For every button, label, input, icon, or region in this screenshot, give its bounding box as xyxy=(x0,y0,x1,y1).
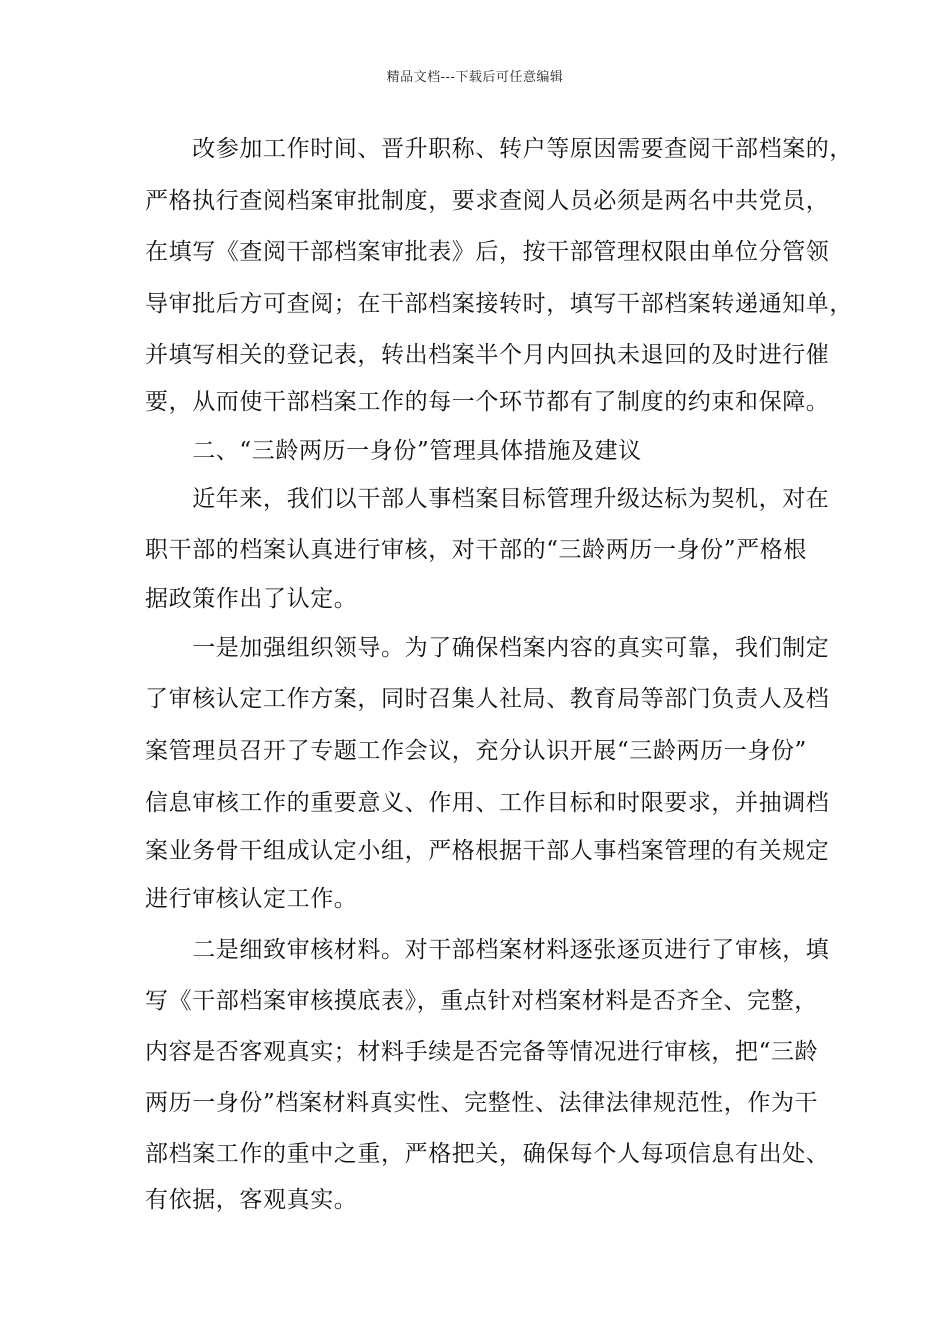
body-line: 近年来，我们以干部人事档案目标管理升级达标为契机，对在 xyxy=(145,486,830,512)
body-line: 进行审核认定工作。 xyxy=(145,886,358,912)
body-line: 信息审核工作的重要意义、作用、工作目标和时限要求，并抽调档 xyxy=(145,790,830,816)
body-line: 写《干部档案审核摸底表》，重点针对档案材料是否齐全、完整， xyxy=(145,988,818,1014)
body-line: 二是细致审核材料。对干部档案材料逐张逐页进行了审核，填 xyxy=(145,937,830,963)
body-line: 并填写相关的登记表，转出档案半个月内回执未退回的及时进行催 xyxy=(145,342,830,368)
body-line: 部档案工作的重中之重，严格把关，确保每个人每项信息有出处、 xyxy=(145,1141,830,1167)
body-line: 职干部的档案认真进行审核，对干部的“三龄两历一身份”严格根 xyxy=(145,537,807,563)
body-line: 案业务骨干组成认定小组，严格根据干部人事档案管理的有关规定 xyxy=(145,838,830,864)
body-line: 严格执行查阅档案审批制度，要求查阅人员必须是两名中共党员， xyxy=(145,188,830,214)
body-line: 要，从而使干部档案工作的每一个环节都有了制度的约束和保障。 xyxy=(145,389,830,415)
page-header: 精品文档---下载后可任意编辑 xyxy=(386,70,564,85)
body-line: 改参加工作时间、晋升职称、转户等原因需要查阅干部档案的， xyxy=(145,136,853,162)
body-line: 据政策作出了认定。 xyxy=(145,586,358,612)
body-line: 案管理员召开了专题工作会议，充分认识开展“三龄两历一身份” xyxy=(145,738,807,764)
body-line: 在填写《查阅干部档案审批表》后，按干部管理权限由单位分管领 xyxy=(145,239,830,265)
body-line: 内容是否客观真实；材料手续是否完备等情况进行审核，把“三龄 xyxy=(145,1039,819,1065)
body-line: 导审批后方可查阅；在干部档案接转时，填写干部档案转递通知单， xyxy=(145,291,853,317)
body-line: 两历一身份”档案材料真实性、完整性、法律法律规范性，作为干 xyxy=(145,1090,819,1116)
body-line: 一是加强组织领导。为了确保档案内容的真实可靠，我们制定 xyxy=(145,635,830,661)
section-heading: 二、“三龄两历一身份”管理具体措施及建议 xyxy=(145,438,642,464)
body-line: 有依据，客观真实。 xyxy=(145,1187,358,1213)
body-line: 了审核认定工作方案，同时召集人社局、教育局等部门负责人及档 xyxy=(145,686,830,712)
